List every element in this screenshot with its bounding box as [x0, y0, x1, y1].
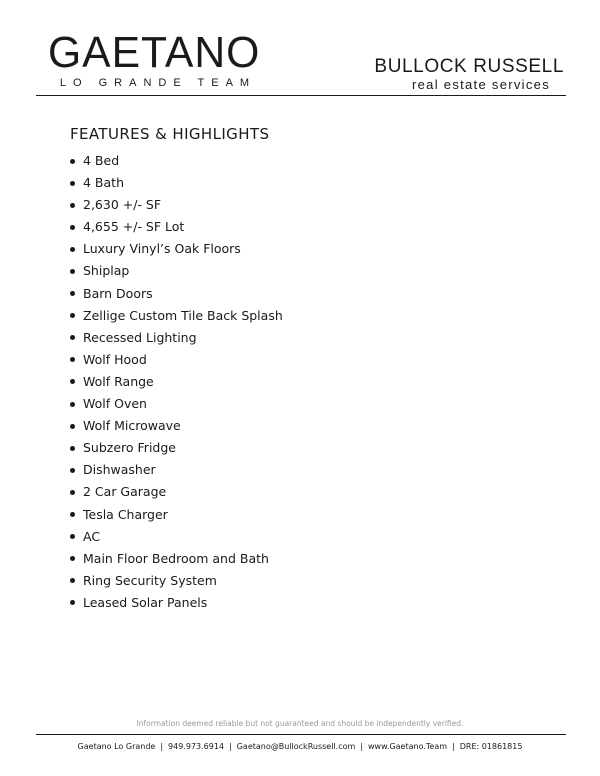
footer-separator: |	[229, 742, 232, 751]
feature-item	[70, 150, 283, 172]
feature-item	[70, 172, 283, 194]
team-logo	[48, 28, 264, 90]
footer-separator: |	[160, 742, 164, 751]
feature-label: 4 Bed	[83, 153, 120, 168]
feature-item	[70, 371, 283, 393]
feature-label: Barn Doors	[83, 285, 153, 301]
bullet-icon	[70, 468, 75, 473]
feature-label: Zellige Custom Tile Back Splash	[83, 307, 283, 323]
bullet-icon	[70, 291, 75, 296]
footer-dre-license: DRE: 01861815	[459, 742, 523, 751]
feature-label: Ring Security System	[83, 572, 217, 588]
feature-label: Dishwasher	[83, 462, 156, 478]
bullet-icon	[70, 247, 75, 252]
bullet-icon	[70, 203, 75, 208]
footer-phone[interactable]: 949.973.6914	[168, 742, 225, 751]
feature-item	[70, 459, 283, 481]
feature-label: Leased Solar Panels	[83, 594, 208, 610]
feature-label: AC	[83, 528, 101, 544]
team-logo-subtitle: LO GRANDE TEAM	[59, 77, 257, 89]
feature-item	[70, 283, 283, 305]
feature-item	[70, 570, 283, 592]
feature-item	[70, 349, 283, 371]
feature-label: Main Floor Bedroom and Bath	[83, 550, 269, 566]
header-divider	[36, 95, 566, 96]
feature-label: Wolf Microwave	[83, 418, 181, 434]
section-title: FEATURES & HIGHLIGHTS	[70, 125, 270, 143]
feature-label: Wolf Range	[83, 373, 154, 389]
bullet-icon	[70, 556, 75, 561]
footer-agent-name: Gaetano Lo Grande	[77, 742, 156, 751]
feature-item	[70, 327, 283, 349]
feature-label: Recessed Lighting	[83, 329, 197, 345]
feature-item	[70, 526, 283, 548]
bullet-icon	[70, 490, 75, 495]
footer-website[interactable]: www.Gaetano.Team	[368, 742, 448, 751]
feature-item	[70, 437, 283, 459]
footer-divider	[36, 734, 566, 735]
feature-item	[70, 481, 283, 503]
bullet-icon	[70, 357, 75, 362]
bullet-icon	[70, 379, 75, 384]
bullet-icon	[70, 600, 75, 605]
bullet-icon	[70, 159, 75, 164]
bullet-icon	[70, 578, 75, 583]
footer-separator: |	[452, 742, 455, 751]
feature-label: 2,630 +/- SF	[83, 197, 162, 213]
feature-item	[70, 393, 283, 415]
bullet-icon	[70, 446, 75, 451]
feature-label: 4 Bath	[83, 175, 124, 191]
brokerage-tagline: real estate services	[412, 77, 550, 92]
bullet-icon	[70, 534, 75, 539]
bullet-icon	[70, 402, 75, 407]
feature-item	[70, 548, 283, 570]
feature-item	[70, 194, 283, 216]
footer-email[interactable]: Gaetano@BullockRussell.com	[236, 742, 356, 751]
bullet-icon	[70, 313, 75, 318]
bullet-icon	[70, 335, 75, 340]
bullet-icon	[70, 424, 75, 429]
feature-item	[70, 216, 283, 238]
footer-separator: |	[360, 742, 363, 751]
bullet-icon	[70, 512, 75, 517]
feature-label: Wolf Hood	[83, 351, 147, 367]
feature-label: Shiplap	[83, 263, 130, 279]
feature-label: 4,655 +/- SF Lot	[83, 219, 185, 235]
brokerage-name: BULLOCK RUSSELL	[374, 56, 564, 77]
bullet-icon	[70, 181, 75, 186]
feature-item	[70, 305, 283, 327]
team-logo-name: GAETANO	[48, 28, 261, 77]
bullet-icon	[70, 225, 75, 230]
feature-label: Subzero Fridge	[83, 440, 176, 456]
feature-label: 2 Car Garage	[83, 484, 167, 500]
feature-item	[70, 238, 283, 260]
feature-label: Luxury Vinyl’s Oak Floors	[83, 241, 241, 257]
disclaimer: Information deemed reliable but not guaranteed and should be independently verified.	[136, 719, 464, 728]
feature-item	[70, 592, 283, 614]
footer-contact	[0, 742, 600, 751]
feature-label: Wolf Oven	[83, 396, 147, 412]
features-list	[70, 150, 283, 614]
bullet-icon	[70, 269, 75, 274]
feature-item	[70, 415, 283, 437]
feature-label: Tesla Charger	[83, 506, 168, 522]
feature-item	[70, 504, 283, 526]
brokerage-logo	[374, 56, 564, 92]
feature-item	[70, 260, 283, 282]
